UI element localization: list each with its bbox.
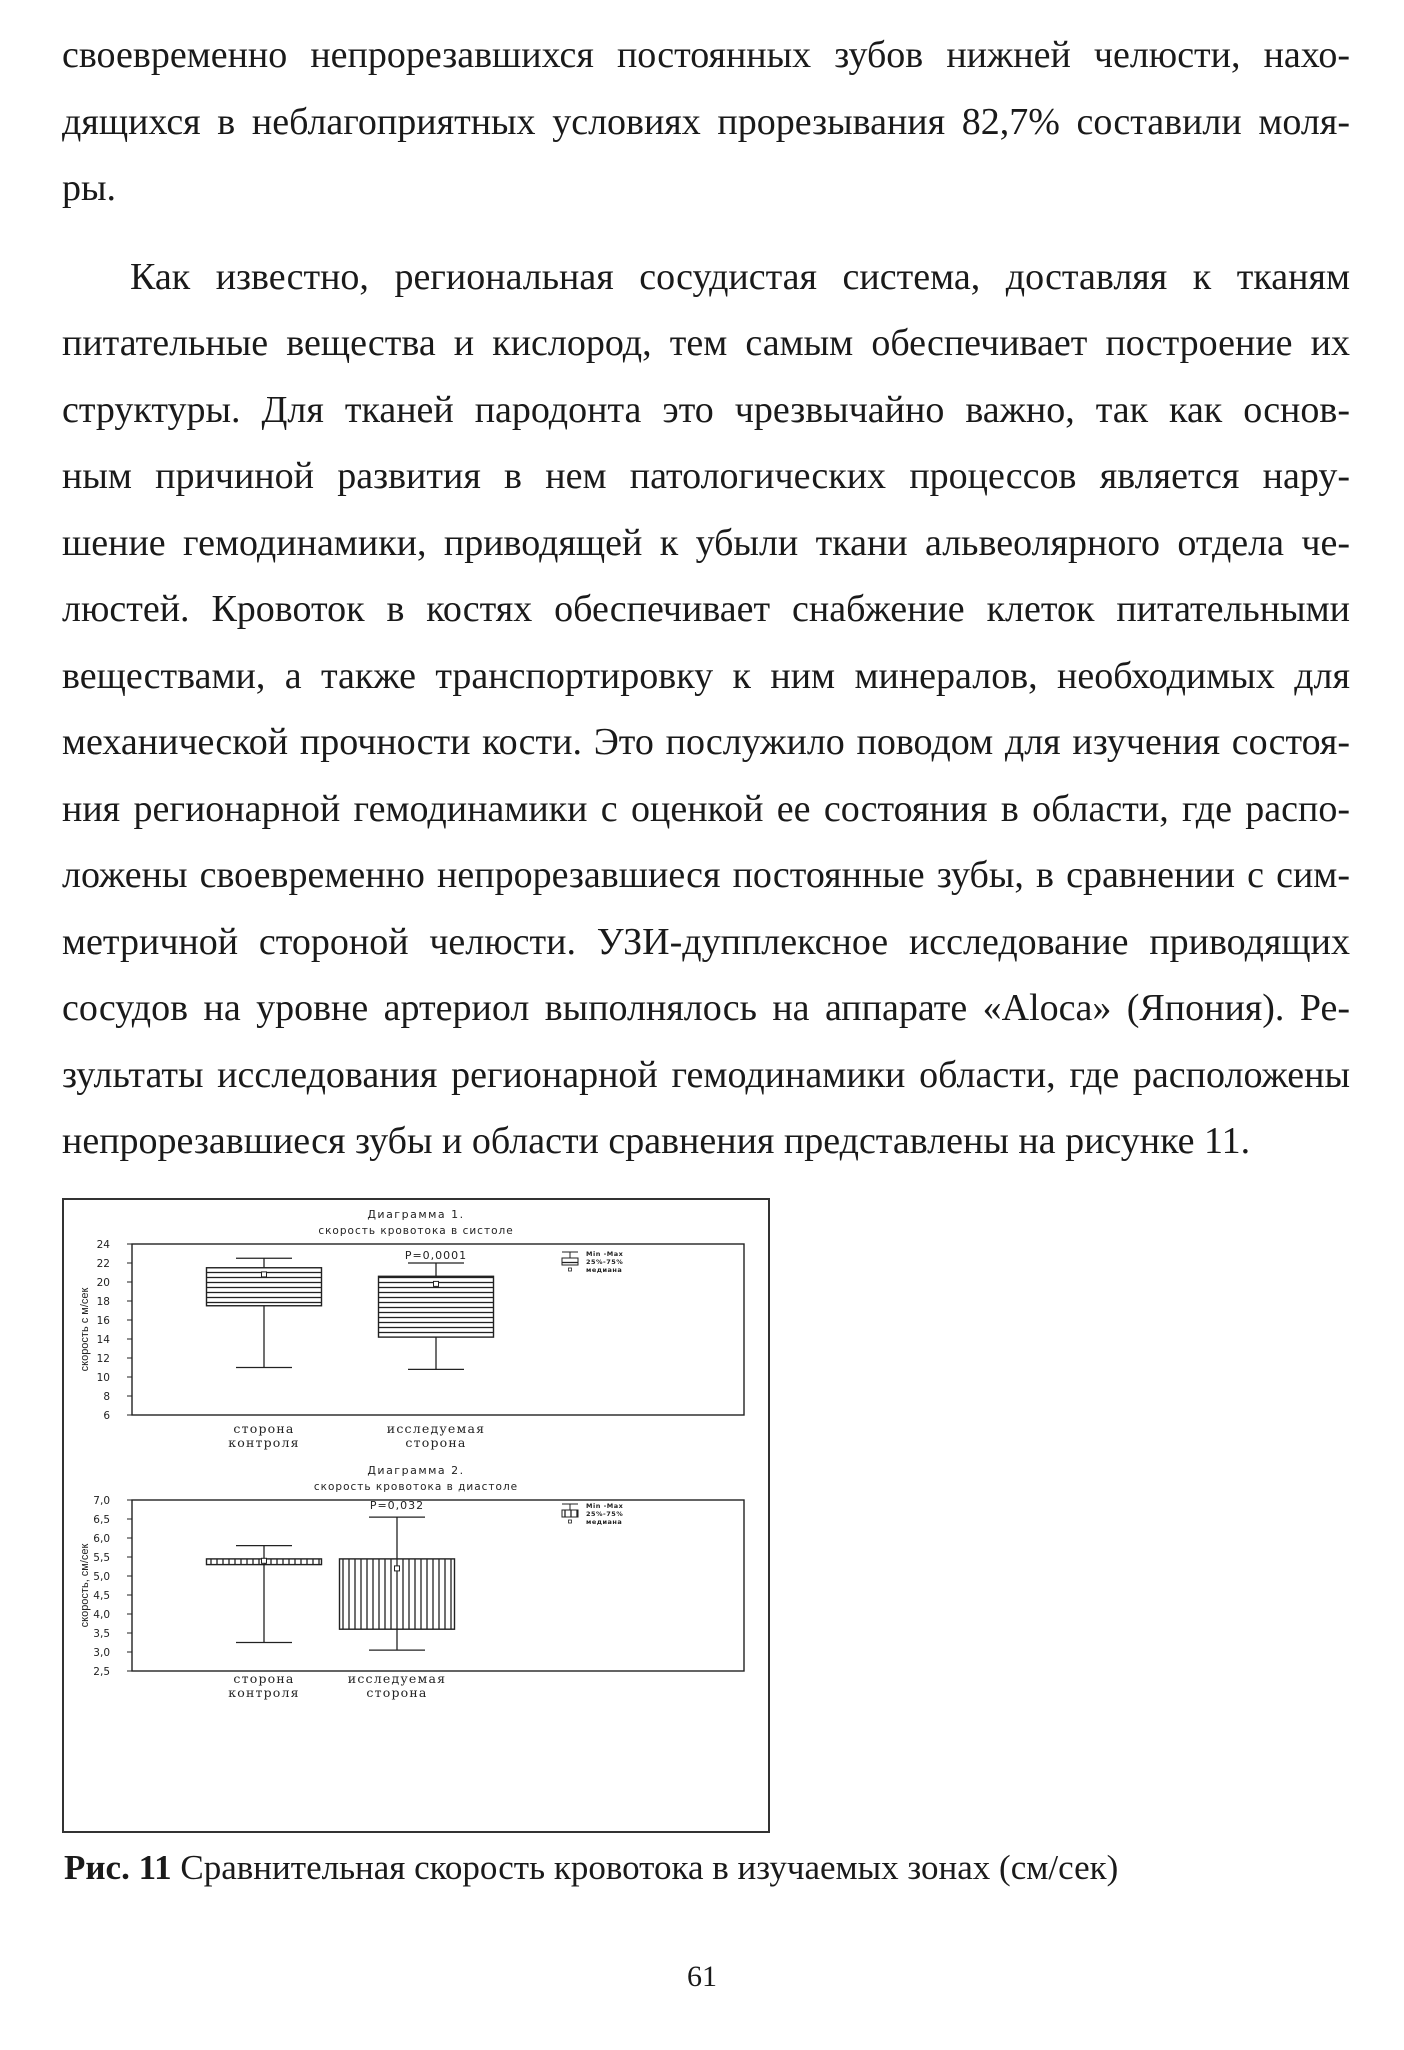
text-line: сосудов на уровне артериол выполнялось на аппарате «Aloca» (Япония). Ре- bbox=[62, 987, 1350, 1029]
y-tick-label: 3,5 bbox=[93, 1628, 110, 1640]
text-line: ры. bbox=[62, 167, 117, 209]
paragraph-2 bbox=[62, 244, 1350, 1175]
text-line: ным причиной развития в нем патологических процессов является нару- bbox=[62, 455, 1350, 497]
caption-text: Сравнительная скорость кровотока в изучаемых зонах (см/сек) bbox=[171, 1848, 1119, 1887]
median-marker bbox=[434, 1281, 439, 1286]
y-tick-label: 6,5 bbox=[93, 1514, 110, 1526]
text-line: шение гемодинамики, приводящей к убыли ткани альвеолярного отдела че- bbox=[62, 521, 1350, 564]
y-tick-label: 5,5 bbox=[93, 1552, 110, 1564]
y-tick-label: 2,5 bbox=[93, 1666, 110, 1678]
y-tick-label: 6 bbox=[103, 1410, 110, 1422]
legend-median-icon bbox=[569, 1268, 572, 1271]
chart-diastole bbox=[79, 1464, 744, 1700]
p-value-annotation: P=0,032 bbox=[369, 1499, 425, 1512]
text-line: ния регионарной гемодинамики с оценкой ее состояния в области, где распо- bbox=[62, 787, 1350, 830]
p-value-annotation: P=0,0001 bbox=[404, 1249, 468, 1262]
category-label: сторона bbox=[233, 1421, 295, 1436]
chart-title: Диаграмма 1. bbox=[367, 1208, 465, 1221]
box-plot-figure bbox=[64, 1200, 768, 1831]
chart-subtitle: скорость кровотока в диастоле bbox=[313, 1481, 519, 1493]
y-axis-label: скорость с м/сек bbox=[79, 1287, 91, 1372]
median-marker bbox=[395, 1566, 400, 1571]
category-label: сторона bbox=[405, 1435, 467, 1450]
text-line: веществами, а также транспортировку к ним минералов, необходимых для bbox=[62, 654, 1350, 697]
y-tick-label: 18 bbox=[96, 1296, 110, 1308]
page-number: 61 bbox=[687, 1960, 717, 1993]
y-tick-label: 20 bbox=[96, 1277, 110, 1289]
y-tick-label: 6,0 bbox=[93, 1533, 110, 1545]
category-label: исследуемая bbox=[347, 1671, 447, 1686]
legend-entry: медиана bbox=[586, 1518, 623, 1526]
text-line: ложены своевременно непрорезавшиеся постоянные зубы, в сравнении с сим- bbox=[62, 854, 1350, 896]
text-line: люстей. Кровоток в костях обеспечивает снабжение клеток питательными bbox=[62, 588, 1350, 630]
text-line: механической прочности кости. Это послужило поводом для изучения состоя- bbox=[62, 721, 1350, 763]
legend-entry: Min -Max bbox=[586, 1502, 624, 1510]
text-line: структуры. Для тканей пародонта это чрезвычайно важно, так как основ- bbox=[62, 388, 1350, 431]
legend-median-icon bbox=[569, 1520, 572, 1523]
y-tick-label: 5,0 bbox=[93, 1571, 110, 1583]
legend-entry: 25%-75% bbox=[586, 1510, 624, 1518]
legend-entry: медиана bbox=[586, 1266, 623, 1274]
y-tick-label: 8 bbox=[103, 1391, 110, 1403]
category-label: исследуемая bbox=[386, 1421, 486, 1436]
legend-box-icon bbox=[562, 1510, 578, 1517]
category-label: сторона bbox=[233, 1671, 295, 1686]
category-label: сторона bbox=[366, 1685, 428, 1700]
text-line: зультаты исследования регионарной гемодинамики области, где расположены bbox=[62, 1053, 1350, 1096]
legend-entry: 25%-75% bbox=[586, 1258, 624, 1266]
median-marker bbox=[262, 1272, 267, 1277]
chart-systole bbox=[79, 1208, 744, 1450]
y-tick-label: 4,0 bbox=[93, 1609, 110, 1621]
y-tick-label: 12 bbox=[96, 1353, 110, 1365]
text-line: непрорезавшиеся зубы и области сравнения представлены на рисунке 11. bbox=[62, 1120, 1251, 1162]
y-tick-label: 4,5 bbox=[93, 1590, 110, 1602]
y-tick-label: 24 bbox=[96, 1239, 110, 1251]
figure-11 bbox=[62, 1198, 770, 1833]
category-label: контроля bbox=[228, 1685, 300, 1700]
y-tick-label: 3,0 bbox=[93, 1647, 110, 1659]
text-line: Как известно, региональная сосудистая система, доставляя к тканям bbox=[130, 255, 1350, 298]
y-tick-label: 14 bbox=[96, 1334, 110, 1346]
legend-box-icon bbox=[562, 1258, 578, 1265]
legend-entry: Min -Max bbox=[586, 1250, 624, 1258]
y-axis-label: скорость, см/сек bbox=[79, 1543, 91, 1628]
y-tick-label: 7,0 bbox=[93, 1495, 110, 1507]
text-line: метричной стороной челюсти. УЗИ-дупплексное исследование приводящих bbox=[62, 920, 1350, 963]
figure-caption bbox=[64, 1848, 1118, 1888]
text-line: дящихся в неблагоприятных условиях прорезывания 82,7% составили моля- bbox=[62, 100, 1350, 143]
median-marker bbox=[262, 1558, 267, 1563]
y-tick-label: 22 bbox=[96, 1258, 110, 1270]
y-tick-label: 16 bbox=[96, 1315, 110, 1327]
y-tick-label: 10 bbox=[96, 1372, 110, 1384]
caption-label: Рис. 11 bbox=[64, 1848, 172, 1887]
chart-subtitle: скорость кровотока в систоле bbox=[318, 1225, 514, 1237]
chart-title: Диаграмма 2. bbox=[367, 1464, 465, 1477]
text-line: питательные вещества и кислород, тем самым обеспечивает построение их bbox=[62, 322, 1350, 364]
text-line: своевременно непрорезавшихся постоянных зубов нижней челюсти, нахо- bbox=[62, 34, 1350, 76]
category-label: контроля bbox=[228, 1435, 300, 1450]
paragraph-1 bbox=[62, 22, 1350, 222]
body-text bbox=[62, 22, 1350, 1175]
